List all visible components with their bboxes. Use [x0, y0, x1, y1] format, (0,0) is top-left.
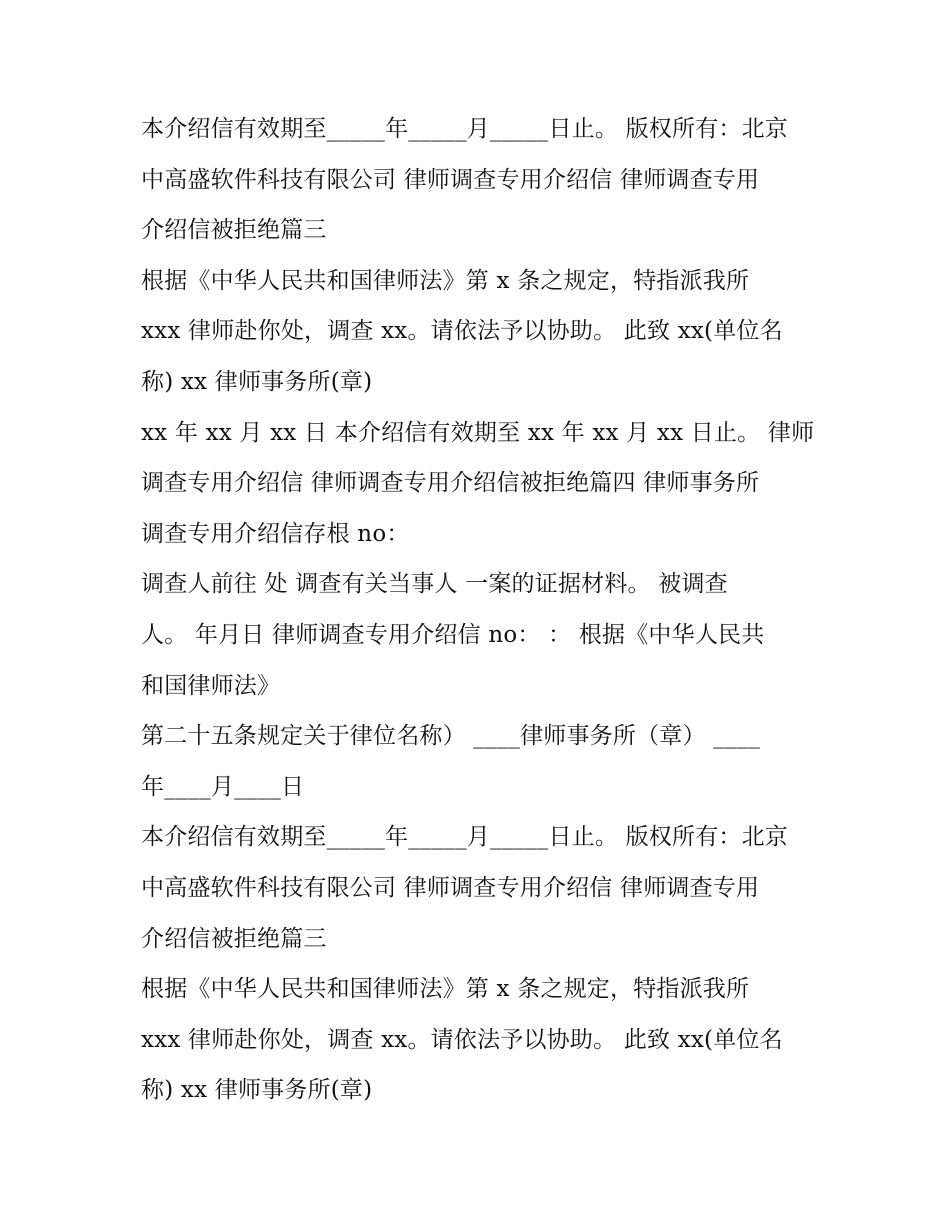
text-line: 中高盛软件科技有限公司 律师调查专用介绍信 律师调查专用 [141, 874, 760, 901]
document-body [141, 104, 821, 1116]
text-line: 调查人前往 处 调查有关当事人 一案的证据材料。 被调查 [141, 571, 728, 598]
text-line: 根据《中华人民共和国律师法》第 x 条之规定，特指派我所 [141, 267, 750, 294]
text-line: 中高盛软件科技有限公司 律师调查专用介绍信 律师调查专用 [141, 166, 760, 193]
text-line: 根据《中华人民共和国律师法》第 x 条之规定，特指派我所 [141, 976, 750, 1003]
text-line: 和国律师法》 [141, 672, 281, 699]
text-line: 本介绍信有效期至_____年_____月_____日止。 版权所有：北京 [141, 824, 789, 851]
text-line: 年____月____日 [141, 773, 305, 800]
text-line: 人。 年月日 律师调查专用介绍信 no： ： 根据《中华人民共 [141, 621, 765, 648]
text-line: 称) xx 律师事务所(章) [141, 368, 373, 395]
text-line: 称) xx 律师事务所(章) [141, 1077, 373, 1104]
text-line: 介绍信被拒绝篇三 [141, 217, 327, 244]
text-line: 本介绍信有效期至_____年_____月_____日止。 版权所有：北京 [141, 116, 789, 142]
text-line: xx 年 xx 月 xx 日 本介绍信有效期至 xx 年 xx 月 xx 日止。 律师 [141, 419, 815, 446]
text-line: 介绍信被拒绝篇三 [141, 925, 327, 952]
text-line: xxx 律师赴你处，调查 xx。请依法予以协助。 此致 xx(单位名 [141, 318, 783, 345]
text-line: xxx 律师赴你处，调查 xx。请依法予以协助。 此致 xx(单位名 [141, 1026, 783, 1053]
text-line: 第二十五条规定关于律位名称） ____律师事务所（章） ____ [141, 723, 761, 750]
text-line: 调查专用介绍信 律师调查专用介绍信被拒绝篇四 律师事务所 [141, 470, 760, 497]
text-line: 调查专用介绍信存根 no： [141, 520, 410, 547]
